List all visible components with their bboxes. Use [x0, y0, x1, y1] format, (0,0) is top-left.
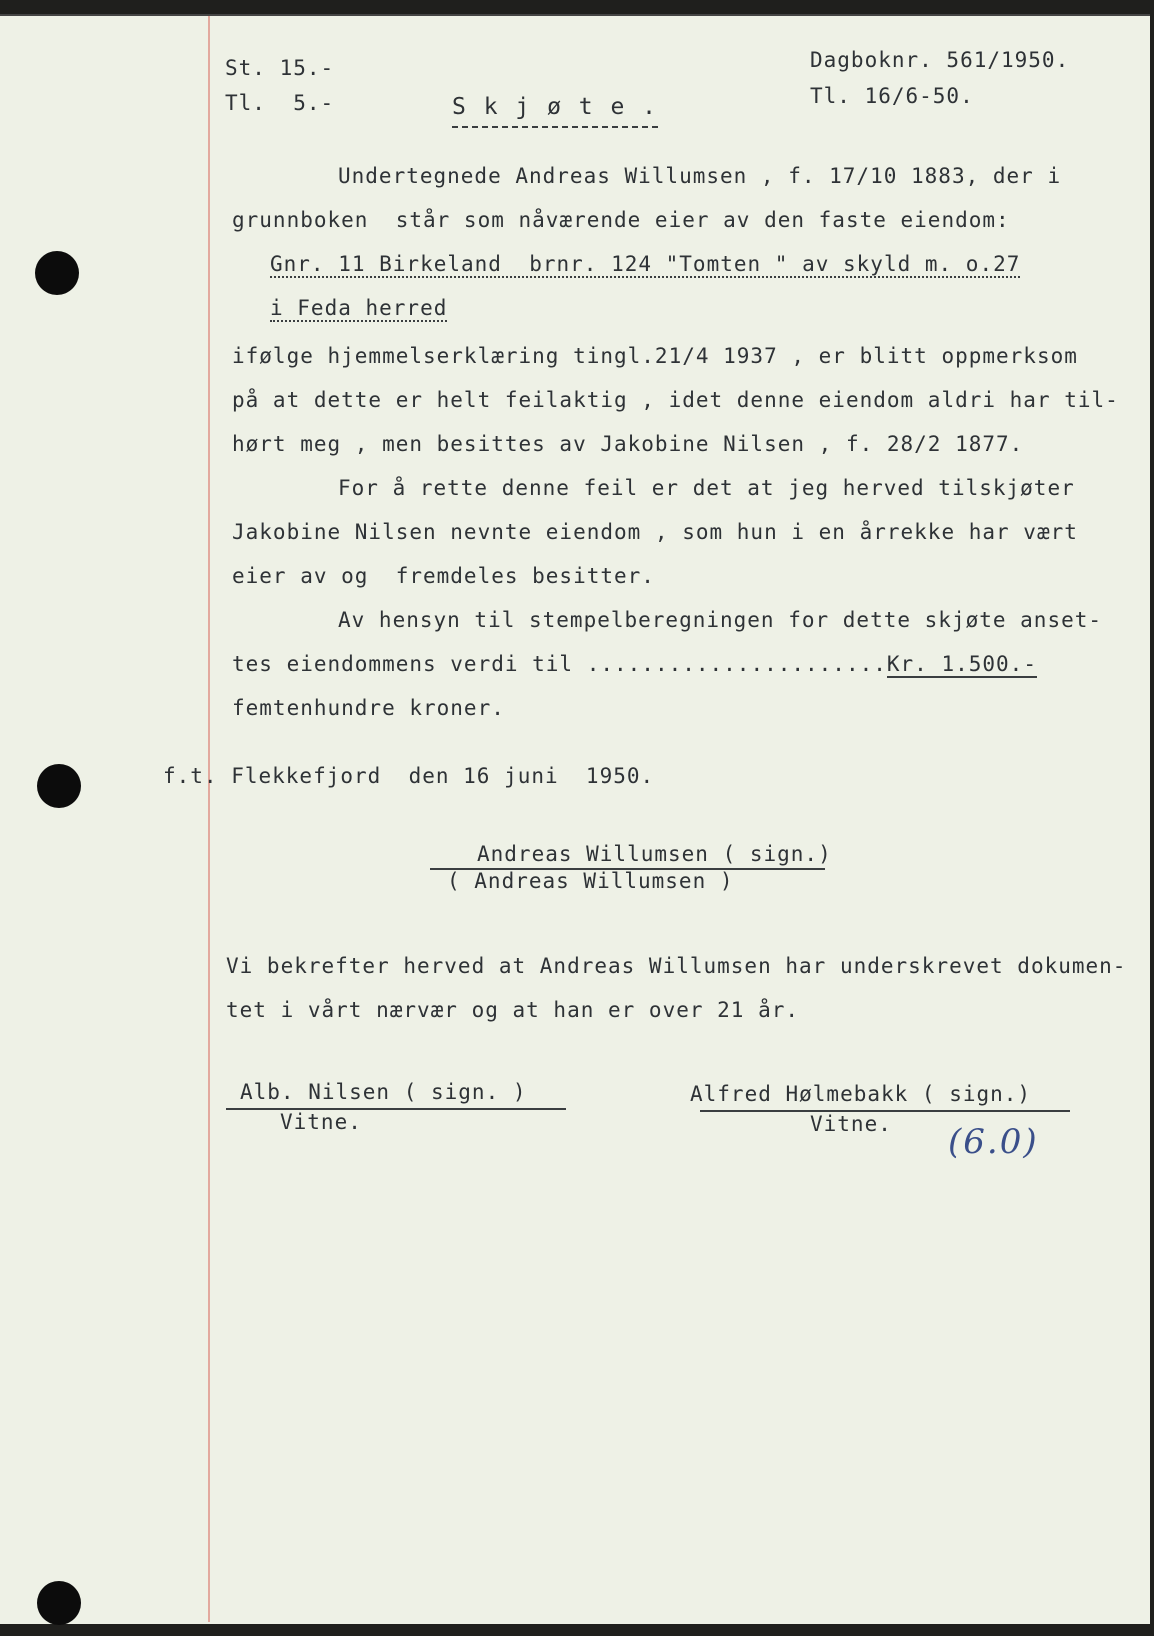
witness-1-role: Vitne.: [280, 1110, 362, 1134]
fee-st: St. 15.-: [225, 56, 335, 80]
body-line: Jakobine Nilsen nevnte eiendom , som hun i en årrekke har vært: [232, 520, 1078, 544]
handwritten-note: (6.0): [948, 1122, 1039, 1162]
value-line: [232, 652, 1037, 676]
body-line: eier av og fremdeles besitter.: [232, 564, 655, 588]
body-line: For å rette denne feil er det at jeg herved tilskjøter: [338, 476, 1075, 500]
body-line: på at dette er helt feilaktig , idet denne eiendom aldri har til-: [232, 388, 1119, 412]
document-page: [0, 14, 1150, 1624]
value-leader-dots: ......................: [586, 652, 887, 676]
margin-line: [208, 16, 210, 1622]
punch-hole: [35, 251, 79, 295]
punch-hole: [37, 1581, 81, 1625]
attest-line: tet i vårt nærvær og at han er over 21 år.: [226, 998, 800, 1022]
property-line: Gnr. 11 Birkeland brnr. 124 "Tomten " av skyld m. o.27: [270, 252, 1021, 276]
property-line: i Feda herred: [270, 296, 448, 320]
fee-tl: Tl. 5.-: [225, 91, 335, 115]
attest-line: Vi bekrefter herved at Andreas Willumsen har underskrevet dokumen-: [226, 954, 1127, 978]
witness-1-rule: [226, 1108, 566, 1110]
place-date: f.t. Flekkefjord den 16 juni 1950.: [163, 764, 655, 788]
value-amount: Kr. 1.500.-: [886, 652, 1037, 676]
registration-date: Tl. 16/6-50.: [810, 84, 974, 108]
witness-2-role: Vitne.: [810, 1112, 892, 1136]
body-line: ifølge hjemmelserklæring tingl.21/4 1937 , er blitt oppmerksom: [232, 344, 1078, 368]
body-line: hørt meg , men besittes av Jakobine Nilsen , f. 28/2 1877.: [232, 432, 1024, 456]
signature-name: ( Andreas Willumsen ): [447, 869, 734, 893]
journal-number: Dagboknr. 561/1950.: [810, 48, 1070, 72]
witness-1-name: Alb. Nilsen ( sign. ): [240, 1080, 527, 1104]
body-line: grunnboken står som nåværende eier av den faste eiendom:: [232, 208, 1010, 232]
signature-line: Andreas Willumsen ( sign.): [477, 842, 832, 866]
body-line: femtenhundre kroner.: [232, 696, 505, 720]
body-line: Undertegnede Andreas Willumsen , f. 17/10 1883, der i: [338, 164, 1062, 188]
body-line: Av hensyn til stempelberegningen for dette skjøte anset-: [338, 608, 1103, 632]
punch-hole: [37, 764, 81, 808]
value-text: tes eiendommens verdi til: [232, 652, 587, 676]
witness-2-name: Alfred Hølmebakk ( sign.): [690, 1082, 1032, 1106]
document-title: S k j ø t e .: [452, 94, 658, 128]
